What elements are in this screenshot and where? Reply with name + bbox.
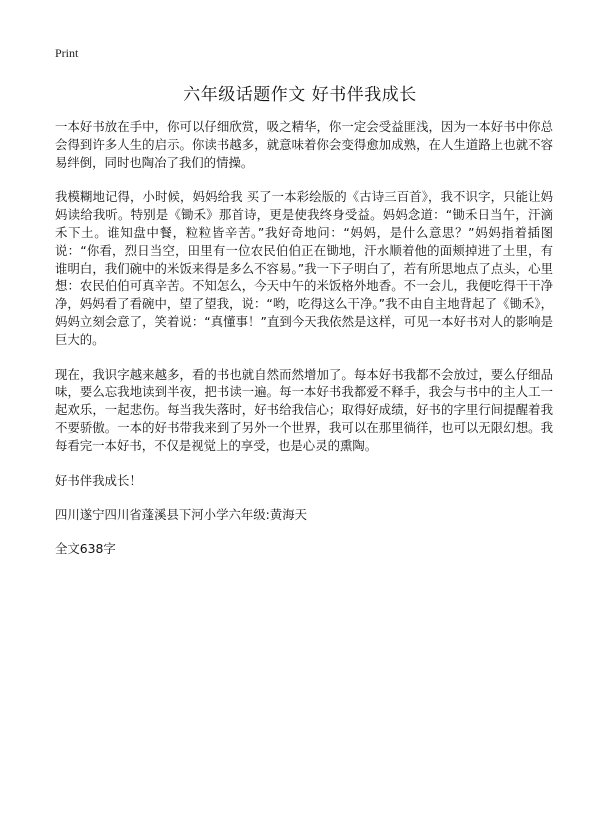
word-count: 全文638字: [55, 541, 116, 557]
paragraph-conclusion: 好书伴我成长！: [55, 472, 142, 488]
author-line: 四川遂宁四川省蓬溪县下河小学六年级:黄海天: [55, 507, 307, 523]
paragraph-intro: 一本好书放在手中，你可以仔细欣赏，吸之精华，你一定会受益匪浅，因为一本好书中你总会得到许多人生的启示。你读书越多，就意味着你会变得愈加成熟，在人生道路上也就不容易绊倒，同时也陶冶了我们的情操。: [55, 119, 553, 170]
paragraph-memory: 我模糊地记得，小时候，妈妈给我 买了一本彩绘版的《古诗三百首》，我不识字，只能让妈妈读给我听。特别是《锄禾》那首诗，更是使我终身受益。妈妈念道：“锄禾日当午，汗滴禾下土。谁知盘中餐，粒粒皆辛苦。”我好奇地问：“妈妈，是什么意思？”妈妈指着插图说：“你看，烈日当空，田里有一位农民伯伯正在锄地，汗水顺着他的面颊掉进了土里，有谁明白，我们碗中的米饭来得是多么不容易。”我一下子明白了，若有所思地点了点头，心里想：农民伯伯可真辛苦。不知怎么，今天中午的米饭格外地香。不一会儿，我便吃得干干净净，妈妈看了看碗中，望了望我，说：“哟，吃得这么干净。”我不由自主地背起了《锄禾》，妈妈立刻会意了，笑着说：“真懂事！”直到今天我依然是这样，可见一本好书对人的影响是巨大的。: [55, 189, 553, 347]
paragraph-present: 现在，我识字越来越多，看的书也就自然而然增加了。每本好书我都不会放过，要么仔细品味，要么忘我地读到半夜，把书读一遍。每一本好书我都爱不释手，我会与书中的主人工一起欢乐，一起悲伤。每当我失落时，好书给我信心；取得好成绩，好书的字里行间提醒着我不要骄傲。一本的好书带我来到了另外一个世界，我可以在那里徜徉，也可以无限幻想。我每看完一本好书，不仅是视觉上的享受，也是心灵的熏陶。: [55, 366, 553, 453]
page-title: 六年级话题作文 好书伴我成长: [183, 85, 417, 105]
article-body: [55, 118, 553, 575]
print-link[interactable]: Print: [55, 46, 79, 60]
